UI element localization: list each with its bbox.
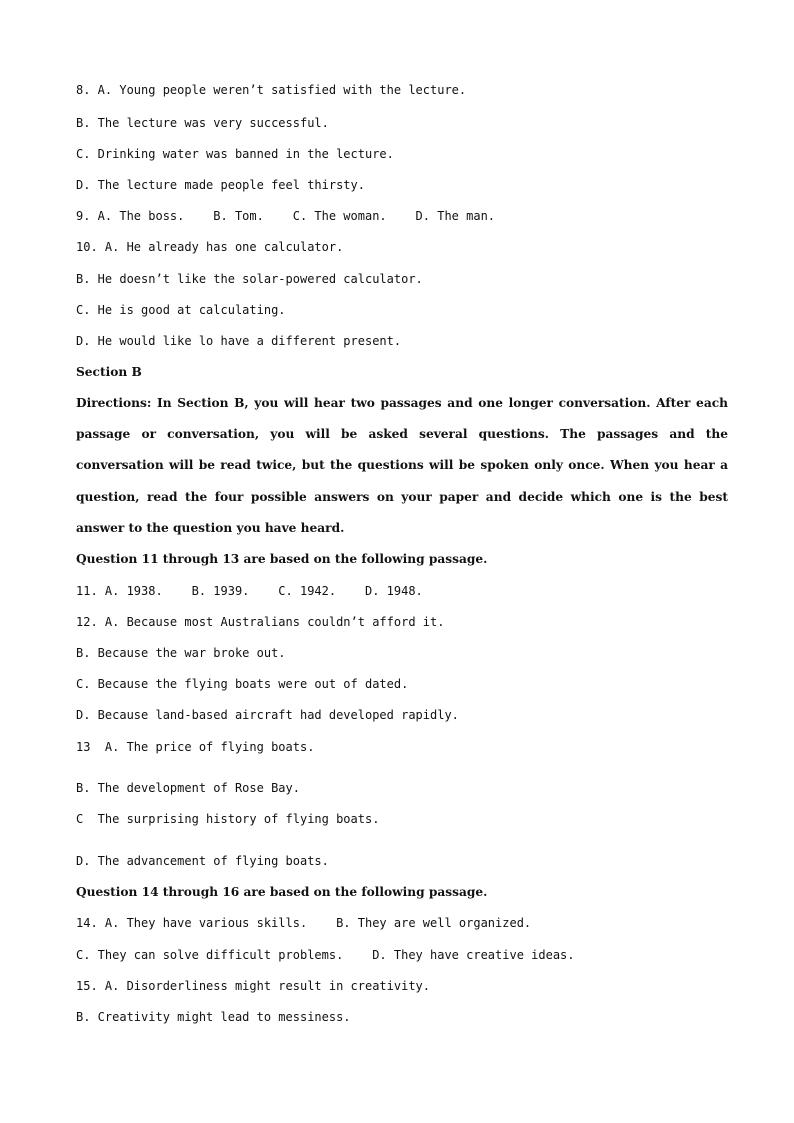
q8-option-d: D. The lecture made people feel thirsty. [76,178,365,192]
q10-option-a: 10. A. He already has one calculator. [76,240,344,254]
q12-option-c: C. Because the flying boats were out of dated. [76,677,409,691]
group2-heading: Question 14 through 16 are based on the following passage. [76,885,488,899]
group1-heading: Question 11 through 13 are based on the following passage. [76,552,488,566]
q15-option-a: 15. A. Disorderliness might result in creativity. [76,979,431,993]
q13-option-a: 13 A. The price of flying boats. [76,740,315,754]
q15-option-b: B. Creativity might lead to messiness. [76,1010,351,1024]
q13-option-c: C The surprising history of flying boats. [76,812,380,826]
q8-option-b: B. The lecture was very successful. [76,116,329,130]
q12-option-b: B. Because the war broke out. [76,646,286,660]
q12-option-a: 12. A. Because most Australians couldn’t afford it. [76,615,445,629]
q13-option-b: B. The development of Rose Bay. [76,781,300,795]
q10-option-d: D. He would like lo have a different present. [76,334,402,348]
q12-option-d: D. Because land-based aircraft had developed rapidly. [76,708,459,722]
q8-option-c: C. Drinking water was banned in the lecture. [76,147,394,161]
section-b-directions: Directions: In Section B, you will hear two passages and one longer conversation. After each passage or conversation, you will be asked several questions. The passages and the conversation will be read twice, but the questions will be spoken only once. When you hear a question, read the four possible answers on your paper and decide which one is the best answer to the question you have heard. [76,396,728,535]
q8-option-a: 8. A. Young people weren’t satisfied with the lecture. [76,83,467,97]
q11-options: 11. A. 1938. B. 1939. C. 1942. D. 1948. [76,584,423,598]
q10-option-b: B. He doesn’t like the solar-powered calculator. [76,272,423,286]
q9-options: 9. A. The boss. B. Tom. C. The woman. D. The man. [76,209,496,223]
q14-options-cd: C. They can solve difficult problems. D. They have creative ideas. [76,948,575,962]
q10-option-c: C. He is good at calculating. [76,303,286,317]
q14-options-ab: 14. A. They have various skills. B. They are well organized. [76,916,532,930]
q13-option-d: D. The advancement of flying boats. [76,854,329,868]
section-b-heading: Section B [76,365,142,379]
